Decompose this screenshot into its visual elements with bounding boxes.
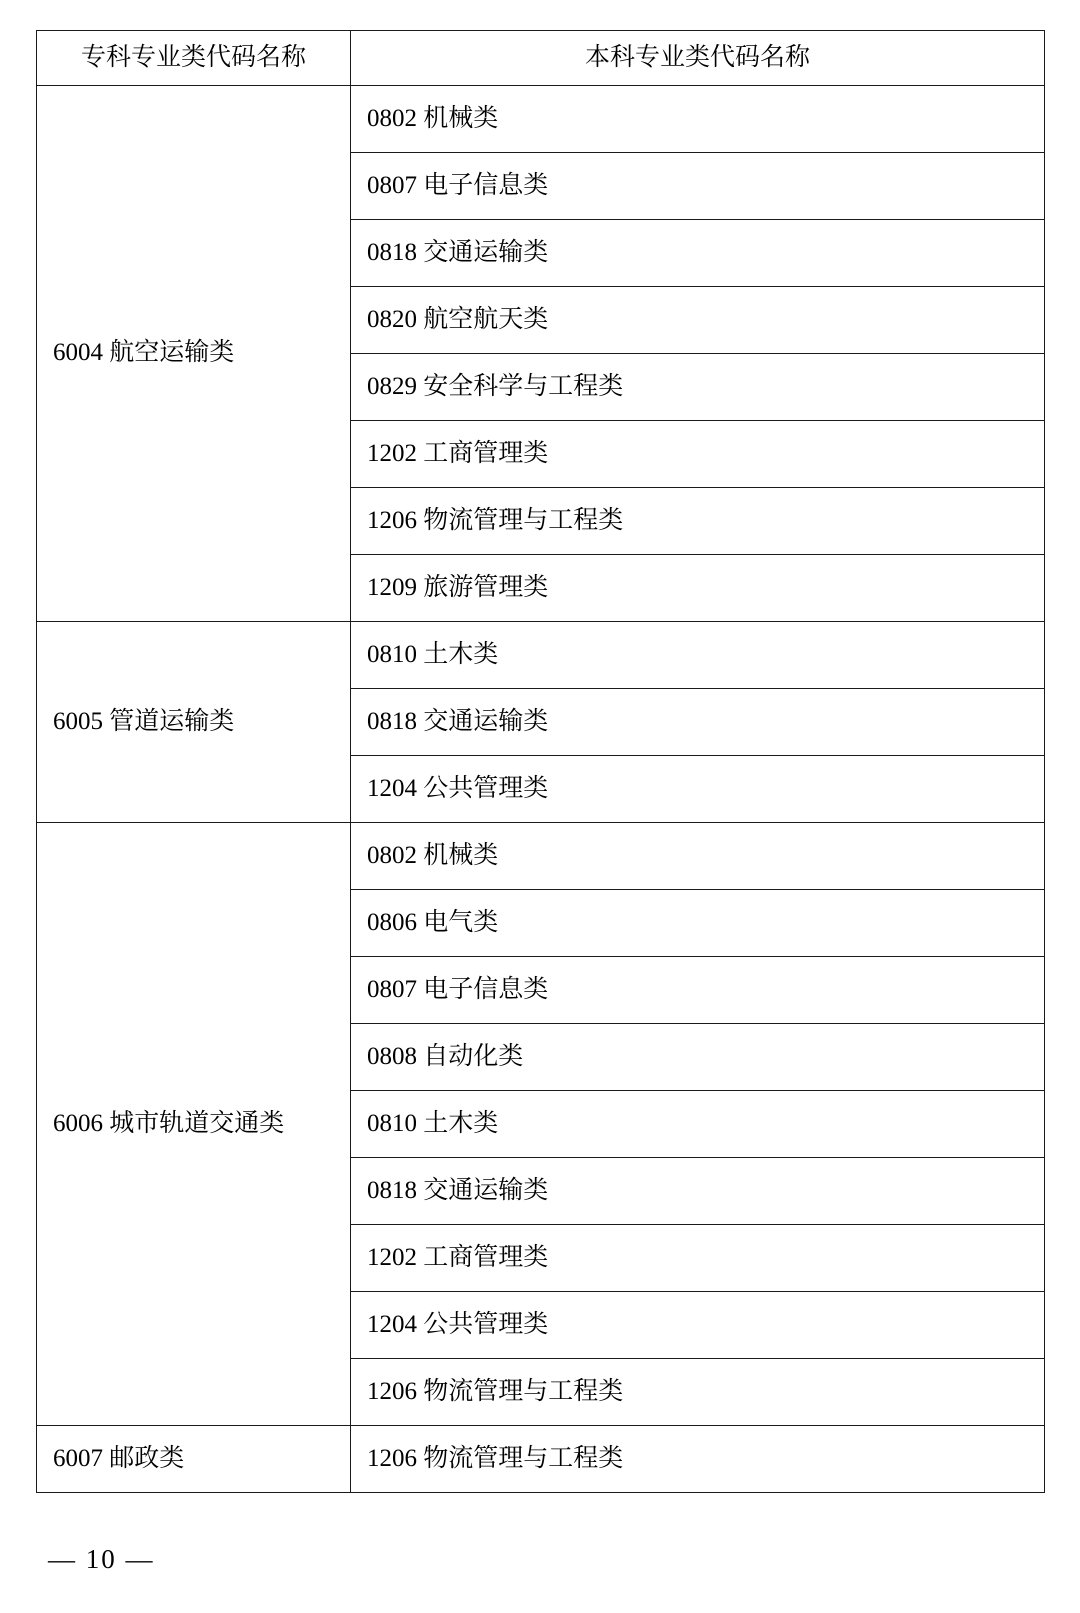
undergraduate-category-cell: 0818 交通运输类 bbox=[351, 220, 1045, 287]
undergraduate-category-cell: 1206 物流管理与工程类 bbox=[351, 1426, 1045, 1493]
table-header-row bbox=[37, 31, 1045, 86]
specialist-category-cell: 6007 邮政类 bbox=[37, 1426, 351, 1493]
undergraduate-category-cell: 0807 电子信息类 bbox=[351, 153, 1045, 220]
table-body bbox=[37, 86, 1045, 1493]
undergraduate-category-cell: 0829 安全科学与工程类 bbox=[351, 354, 1045, 421]
undergraduate-category-cell: 0808 自动化类 bbox=[351, 1024, 1045, 1091]
undergraduate-category-cell: 1206 物流管理与工程类 bbox=[351, 1359, 1045, 1426]
undergraduate-category-cell: 0810 土木类 bbox=[351, 1091, 1045, 1158]
column-header-undergraduate-category: 本科专业类代码名称 bbox=[351, 31, 1045, 86]
specialist-category-cell: 6004 航空运输类 bbox=[37, 86, 351, 622]
undergraduate-category-cell: 0802 机械类 bbox=[351, 823, 1045, 890]
undergraduate-category-cell: 0806 电气类 bbox=[351, 890, 1045, 957]
column-header-specialist-category: 专科专业类代码名称 bbox=[37, 31, 351, 86]
major-category-mapping-table bbox=[36, 30, 1045, 1493]
undergraduate-category-cell: 0818 交通运输类 bbox=[351, 1158, 1045, 1225]
undergraduate-category-cell: 0818 交通运输类 bbox=[351, 689, 1045, 756]
specialist-category-cell: 6005 管道运输类 bbox=[37, 622, 351, 823]
table-row bbox=[37, 86, 1045, 153]
table-header bbox=[37, 31, 1045, 86]
undergraduate-category-cell: 0820 航空航天类 bbox=[351, 287, 1045, 354]
undergraduate-category-cell: 0802 机械类 bbox=[351, 86, 1045, 153]
undergraduate-category-cell: 1209 旅游管理类 bbox=[351, 555, 1045, 622]
undergraduate-category-cell: 1204 公共管理类 bbox=[351, 1292, 1045, 1359]
undergraduate-category-cell: 0810 土木类 bbox=[351, 622, 1045, 689]
specialist-category-cell: 6006 城市轨道交通类 bbox=[37, 823, 351, 1426]
undergraduate-category-cell: 1202 工商管理类 bbox=[351, 1225, 1045, 1292]
table-row bbox=[37, 823, 1045, 890]
undergraduate-category-cell: 1202 工商管理类 bbox=[351, 421, 1045, 488]
undergraduate-category-cell: 1204 公共管理类 bbox=[351, 756, 1045, 823]
undergraduate-category-cell: 1206 物流管理与工程类 bbox=[351, 488, 1045, 555]
page-number: — 10 — bbox=[48, 1544, 155, 1574]
table-row bbox=[37, 1426, 1045, 1493]
table-row bbox=[37, 622, 1045, 689]
undergraduate-category-cell: 0807 电子信息类 bbox=[351, 957, 1045, 1024]
